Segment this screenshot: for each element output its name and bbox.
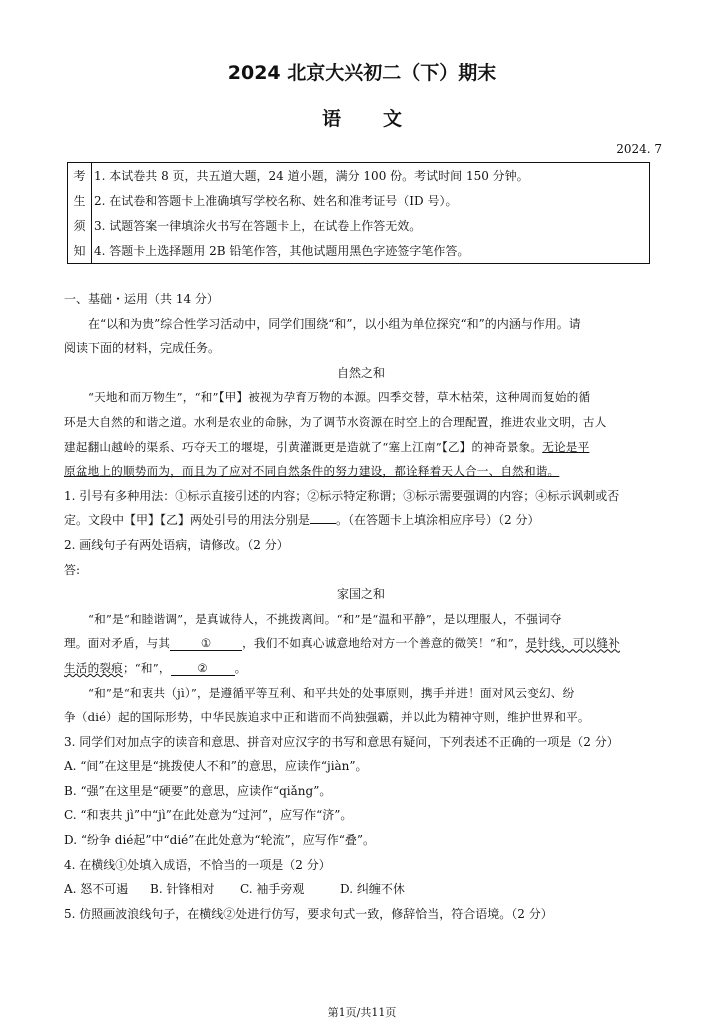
passage-text: ；“和”， [122,660,171,675]
passage-line: 环是大自然的和谐之道。水利是农业的命脉，为了调节水资源在时空上的合理配置，推进农业文明，古人 [64,414,607,429]
q4-option-a[interactable]: A. 怒不可遏 [64,882,129,897]
blank-2[interactable]: ② [171,661,235,676]
question-2: 2. 画线句子有两处语病，请修改。（2 分） [64,537,289,552]
question-5: 5. 仿照画波浪线句子，在横线②处进行仿写，要求句式一致，修辞恰当，符合语境。（2 分） [64,906,553,921]
question-4: 4. 在横线①处填入成语，不恰当的一项是（2 分） [64,857,331,872]
answer-blank[interactable] [310,509,336,524]
q4-option-b[interactable]: B. 针锋相对 [150,882,215,897]
notice-rule: 3. 试题答案一律填涂火书写在答题卡上，在试卷上作答无效。 [94,219,422,233]
notice-side-char: 考 [73,169,86,183]
passage-line: 争（dié）起的国际形势，中华民族追求中正和谐而不尚独强霸，并以此为精神守则，维护世界和平。 [64,710,590,725]
underlined-sentence: 原盆地上的顺势而为，而且为了应对不同自然条件的努力建设，都诠释着天人合一、自然和谐。 [64,464,560,479]
notice-rule: 4. 答题卡上选择题用 2B 铅笔作答，其他试题用黑色字迹签字笔作答。 [94,244,470,258]
section-heading: 一、基础・运用（共 14 分） [64,292,219,306]
question-1-cont [64,508,658,533]
part-title-nation: 家国之和 [336,587,385,602]
section-1 [64,287,658,926]
question-1: 1. 引号有多种用法：①标示直接引述的内容；②标示特定称谓；③标示需要强调的内容；④标示讽刺或否 [64,488,620,503]
question-text: 。（在答题卡上填涂相应序号）（2 分） [336,513,540,528]
passage-text: 建起翻山越岭的渠系、巧夺天工的堰堤，引黄灌溉更是造就了“塞上江南”【乙】的神奇景象。 [64,439,543,454]
wavy-sentence: 生活的裂痕 [64,660,123,675]
exam-title: 2024 北京大兴初二（下）期末 [227,62,497,84]
exam-date: 2024. 7 [616,142,662,156]
passage-line [64,459,658,484]
q3-option-d[interactable]: D. “纷争 dié起”中“dié”在此处意为“轮流”，应写作“叠”。 [64,833,375,848]
underlined-sentence: 无论是平 [542,439,590,454]
subject-title: 语文 [321,108,444,130]
blank-1[interactable]: ① [170,636,242,651]
passage-line [64,631,658,656]
q4-options [64,877,658,902]
q3-option-b[interactable]: B. “强”在这里是“硬要”的意思，应读作“qiǎng”。 [64,783,332,798]
notice-rules [92,163,649,263]
page-footer: 第1页/共11页 [327,1006,397,1019]
part-title-nature: 自然之和 [336,365,385,380]
notice-side-char: 须 [73,219,86,233]
passage-text: ，我们不如真心诚意地给对方一个善意的微笑！“和”， [242,636,526,651]
intro-paragraph-cont: 阅读下面的材料，完成任务。 [64,341,221,356]
passage-line [64,656,658,681]
notice-rule: 2. 在试卷和答题卡上准确填写学校名称、姓名和准考证号（ID 号）。 [94,194,458,208]
q3-option-c[interactable]: C. “和衷共 jì”中“jì”在此处意为“过河”，应写作“济”。 [64,808,353,823]
notice-side-label [68,163,92,263]
candidate-notice-box [67,162,650,264]
passage-line: “和”是“和睦谐调”，是真诚待人，不挑拨离间。“和”是“温和平静”，是以理服人，不强词夺 [88,611,562,626]
answer-label: 答: [64,562,81,577]
question-text: 定。文段中【甲】【乙】两处引号的用法分别是 [64,513,311,528]
passage-text: 理。面对矛盾，与其 [64,636,171,651]
notice-side-char: 知 [73,244,86,258]
q4-option-c[interactable]: C. 袖手旁观 [240,882,305,897]
wavy-sentence: 是针线，可以缝补 [525,636,621,651]
notice-side-char: 生 [73,194,86,208]
q4-option-d[interactable]: D. 纠缠不休 [340,882,405,897]
intro-paragraph: 在“以和为贵”综合性学习活动中，同学们围绕“和”，以小组为单位探究“和”的内涵与作用。请 [88,316,581,331]
q3-option-a[interactable]: A. “间”在这里是“挑拨使人不和”的意思，应读作“jiàn”。 [64,759,368,774]
notice-rule: 1. 本试卷共 8 页，共五道大题，24 道小题，满分 100 份。考试时间 150 分钟。 [94,169,529,183]
passage-text: 。 [234,660,247,675]
passage-line [64,435,658,460]
passage-line: “天地和而万物生”，“和”【甲】被视为孕育万物的本源。四季交替，草木枯荣，这种周而复始的循 [88,390,591,405]
passage-line: “和”是“和衷共（jì）”，是遵循平等互利、和平共处的处事原则，携手并进！面对风云变幻、纷 [88,685,575,700]
question-3: 3. 同学们对加点字的读音和意思、拼音对应汉字的书写和意思有疑问，下列表述不正确的一项是（2 分） [64,734,619,749]
